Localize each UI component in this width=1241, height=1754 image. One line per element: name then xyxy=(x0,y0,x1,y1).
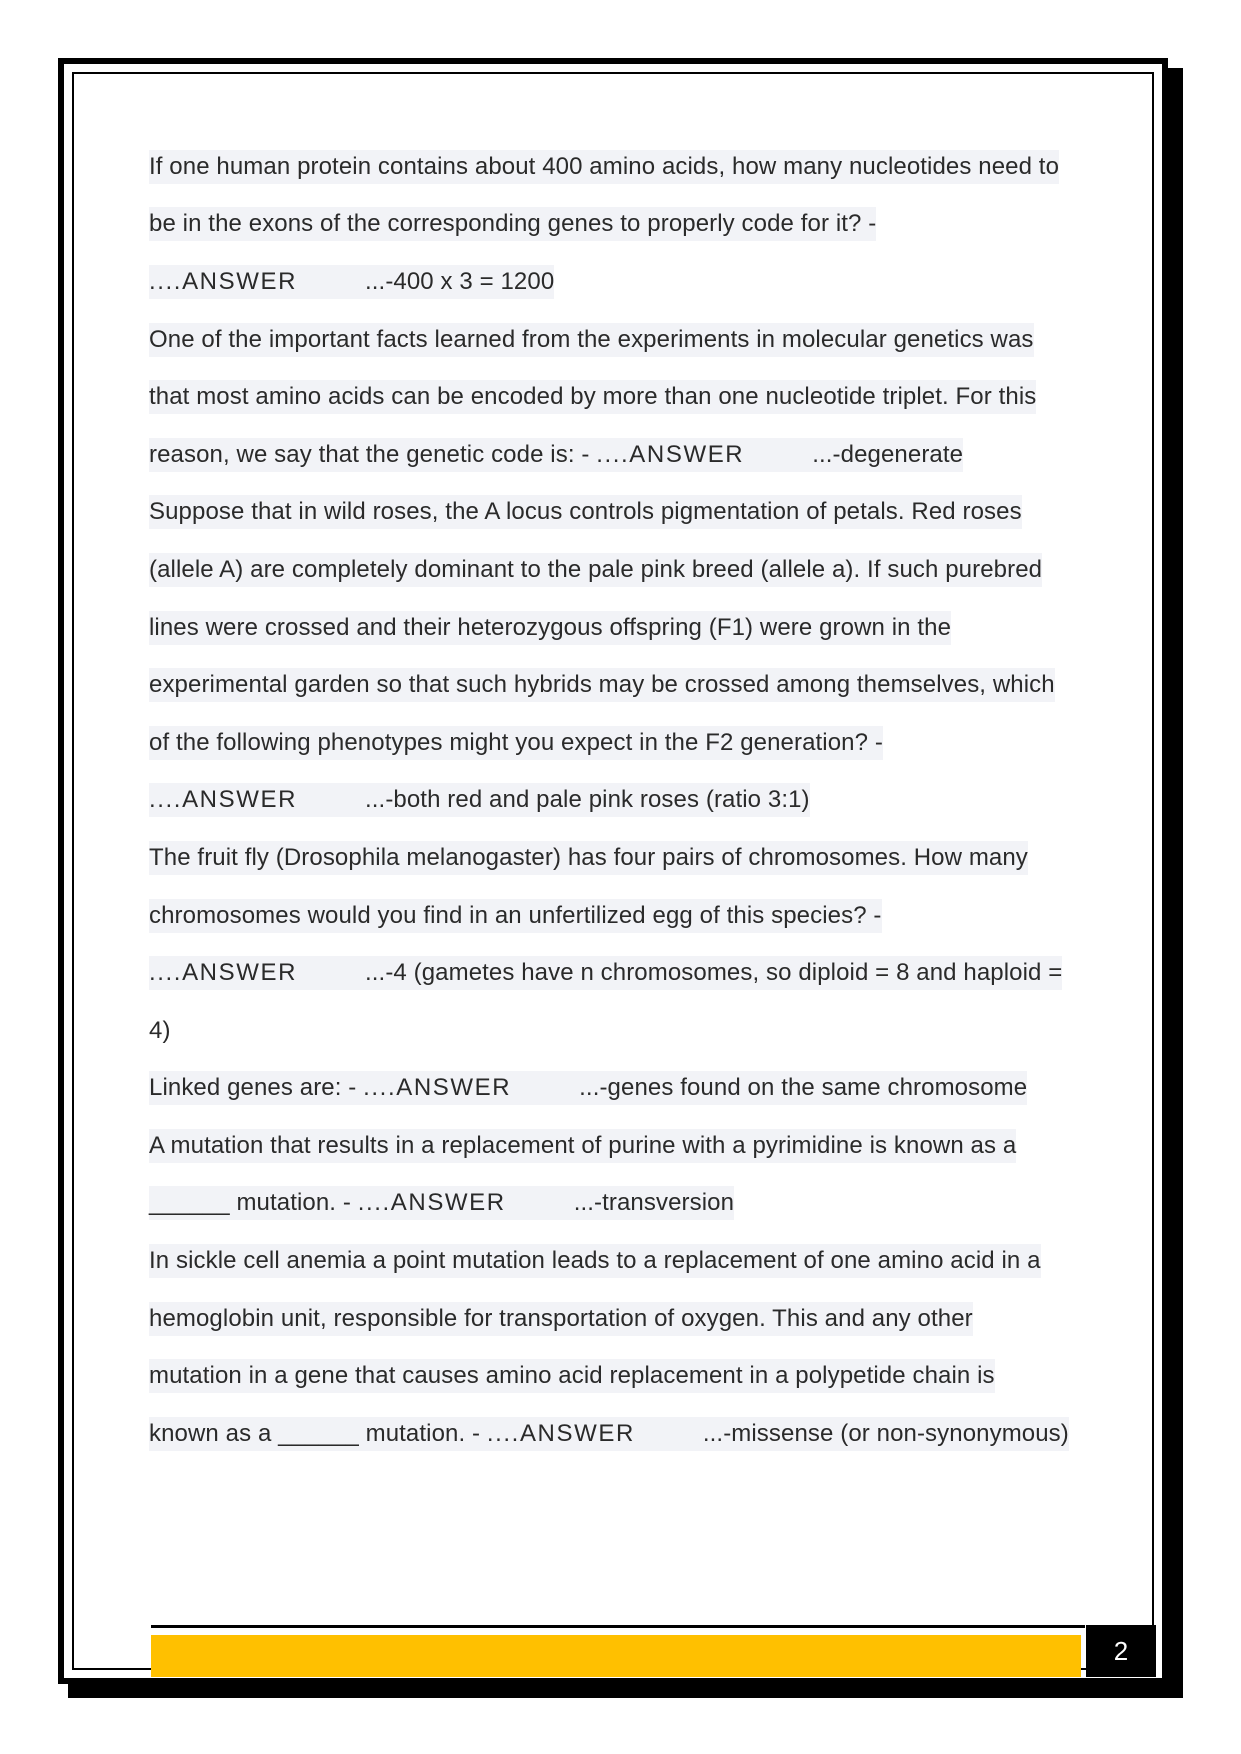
text-line xyxy=(149,368,1084,426)
footer-accent-bar xyxy=(151,1635,1081,1677)
answer-gap xyxy=(297,265,365,299)
answer-label: ....ANSWER xyxy=(149,956,297,990)
answer-line xyxy=(149,426,1084,484)
answer-text: ...-400 x 3 = 1200 xyxy=(365,265,554,299)
document-body xyxy=(149,138,1084,1463)
question-text: If one human protein contains about 400 amino acids, how many nucleotides need to xyxy=(149,150,1059,184)
question-text: A mutation that results in a replacement of purine with a pyrimidine is known as a xyxy=(149,1129,1016,1163)
answer-line xyxy=(149,772,1084,830)
question-text: Linked genes are: - xyxy=(149,1071,363,1105)
answer-gap xyxy=(635,1417,703,1451)
text-line xyxy=(149,541,1084,599)
text-line xyxy=(149,311,1084,369)
text-line xyxy=(149,829,1084,887)
answer-gap xyxy=(297,956,365,990)
question-text: reason, we say that the genetic code is: - xyxy=(149,438,596,472)
text-line xyxy=(149,1002,1084,1060)
answer-line xyxy=(149,1060,1084,1118)
question-text: that most amino acids can be encoded by more than one nucleotide triplet. For this xyxy=(149,380,1036,414)
text-line xyxy=(149,1232,1084,1290)
answer-gap xyxy=(511,1071,579,1105)
question-text: experimental garden so that such hybrids may be crossed among themselves, which xyxy=(149,668,1055,702)
question-text: of the following phenotypes might you expect in the F2 generation? - xyxy=(149,726,883,760)
answer-line xyxy=(149,253,1084,311)
answer-text: ...-transversion xyxy=(574,1186,734,1220)
question-text: chromosomes would you find in an unfertilized egg of this species? - xyxy=(149,899,882,933)
answer-text: 4) xyxy=(149,1016,171,1044)
question-text: be in the exons of the corresponding genes to properly code for it? - xyxy=(149,207,876,241)
question-text: ______ mutation. - xyxy=(149,1186,358,1220)
answer-text: ...-genes found on the same chromosome xyxy=(579,1071,1027,1105)
text-line xyxy=(149,1290,1084,1348)
answer-text: ...-missense (or non-synonymous) xyxy=(703,1417,1069,1451)
text-line xyxy=(149,599,1084,657)
question-text: (allele A) are completely dominant to the pale pink breed (allele a). If such purebred xyxy=(149,553,1042,587)
question-text: known as a ______ mutation. - xyxy=(149,1417,487,1451)
text-line xyxy=(149,887,1084,945)
text-line xyxy=(149,484,1084,542)
answer-text: ...-degenerate xyxy=(812,438,963,472)
answer-gap xyxy=(506,1186,574,1220)
answer-line xyxy=(149,944,1084,1002)
answer-text: ...-4 (gametes have n chromosomes, so diploid = 8 and haploid = xyxy=(365,956,1062,990)
answer-line xyxy=(149,1405,1084,1463)
question-text: hemoglobin unit, responsible for transportation of oxygen. This and any other xyxy=(149,1302,973,1336)
text-line xyxy=(149,138,1084,196)
answer-line xyxy=(149,1175,1084,1233)
question-text: One of the important facts learned from the experiments in molecular genetics was xyxy=(149,323,1034,357)
answer-label: ....ANSWER xyxy=(358,1186,506,1220)
page-number xyxy=(1086,1625,1156,1677)
page-number-text: 2 xyxy=(1113,1635,1129,1666)
answer-label: ....ANSWER xyxy=(363,1071,511,1105)
answer-gap xyxy=(744,438,812,472)
answer-label: ....ANSWER xyxy=(596,438,744,472)
answer-label: ....ANSWER xyxy=(149,783,297,817)
text-line xyxy=(149,196,1084,254)
answer-text: ...-both red and pale pink roses (ratio 3:1) xyxy=(365,783,810,817)
question-text: Suppose that in wild roses, the A locus controls pigmentation of petals. Red roses xyxy=(149,495,1022,529)
footer-rule xyxy=(151,1625,1085,1628)
question-text: In sickle cell anemia a point mutation leads to a replacement of one amino acid in a xyxy=(149,1244,1041,1278)
text-line xyxy=(149,1347,1084,1405)
question-text: mutation in a gene that causes amino acid replacement in a polypetide chain is xyxy=(149,1359,995,1393)
answer-label: ....ANSWER xyxy=(487,1417,635,1451)
text-line xyxy=(149,656,1084,714)
question-text: The fruit fly (Drosophila melanogaster) has four pairs of chromosomes. How many xyxy=(149,841,1028,875)
text-line xyxy=(149,1117,1084,1175)
question-text: lines were crossed and their heterozygous offspring (F1) were grown in the xyxy=(149,611,951,645)
answer-gap xyxy=(297,783,365,817)
text-line xyxy=(149,714,1084,772)
answer-label: ....ANSWER xyxy=(149,265,297,299)
